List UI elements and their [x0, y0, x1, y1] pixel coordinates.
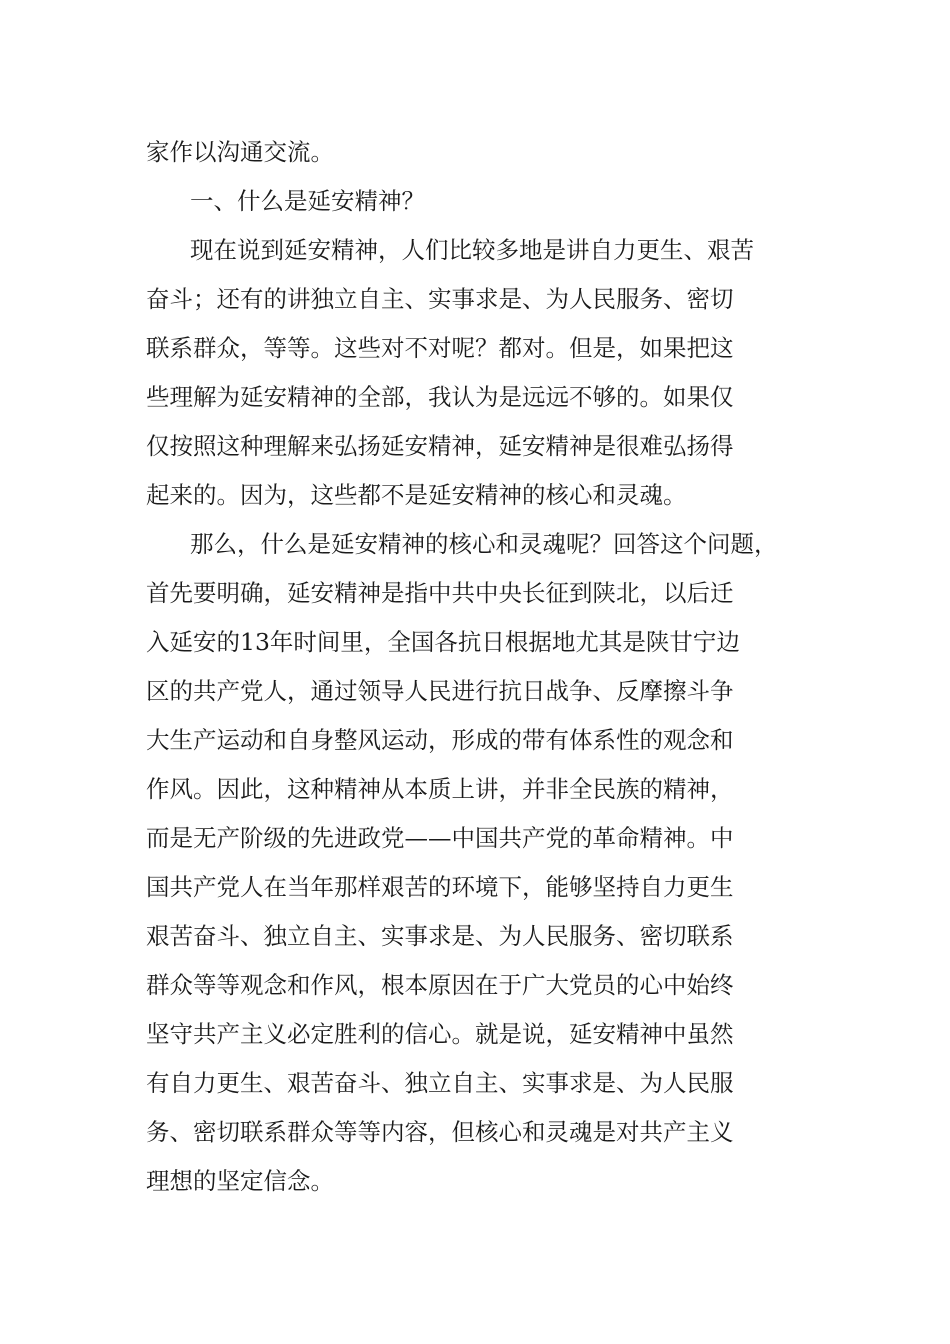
text-line: 入延安的13年时间里，全国各抗日根据地尤其是陕甘宁边	[146, 628, 740, 656]
text-line: 坚守共产主义必定胜利的信心。就是说，延安精神中虽然	[146, 1020, 734, 1048]
text-line: 联系群众，等等。这些对不对呢？都对。但是，如果把这	[146, 334, 734, 362]
text-line: 而是无产阶级的先进政党——中国共产党的革命精神。中	[146, 824, 734, 852]
text-line: 起来的。因为，这些都不是延安精神的核心和灵魂。	[146, 481, 687, 509]
text-line: 区的共产党人，通过领导人民进行抗日战争、反摩擦斗争	[146, 677, 734, 705]
text-line: 艰苦奋斗、独立自主、实事求是、为人民服务、密切联系	[146, 922, 734, 950]
text-line: 些理解为延安精神的全部，我认为是远远不够的。如果仅	[146, 383, 734, 411]
text-line: 群众等等观念和作风，根本原因在于广大党员的心中始终	[146, 971, 734, 999]
document-body	[146, 128, 836, 1206]
text-line: 国共产党人在当年那样艰苦的环境下，能够坚持自力更生	[146, 873, 734, 901]
text-line: 奋斗；还有的讲独立自主、实事求是、为人民服务、密切	[146, 285, 734, 313]
section-heading: 一、什么是延安精神？	[190, 187, 425, 215]
text-line: 那么，什么是延安精神的核心和灵魂呢？回答这个问题，	[190, 530, 778, 558]
text-line: 大生产运动和自身整风运动，形成的带有体系性的观念和	[146, 726, 734, 754]
text-line: 现在说到延安精神，人们比较多地是讲自力更生、艰苦	[190, 236, 754, 264]
text-line: 家作以沟通交流。	[146, 138, 334, 166]
text-line: 仅按照这种理解来弘扬延安精神，延安精神是很难弘扬得	[146, 432, 734, 460]
text-line: 务、密切联系群众等等内容，但核心和灵魂是对共产主义	[146, 1118, 734, 1146]
text-line: 有自力更生、艰苦奋斗、独立自主、实事求是、为人民服	[146, 1069, 734, 1097]
text-line: 理想的坚定信念。	[146, 1167, 334, 1195]
text-line: 作风。因此，这种精神从本质上讲，并非全民族的精神，	[146, 775, 734, 803]
text-line: 首先要明确，延安精神是指中共中央长征到陕北，以后迁	[146, 579, 734, 607]
